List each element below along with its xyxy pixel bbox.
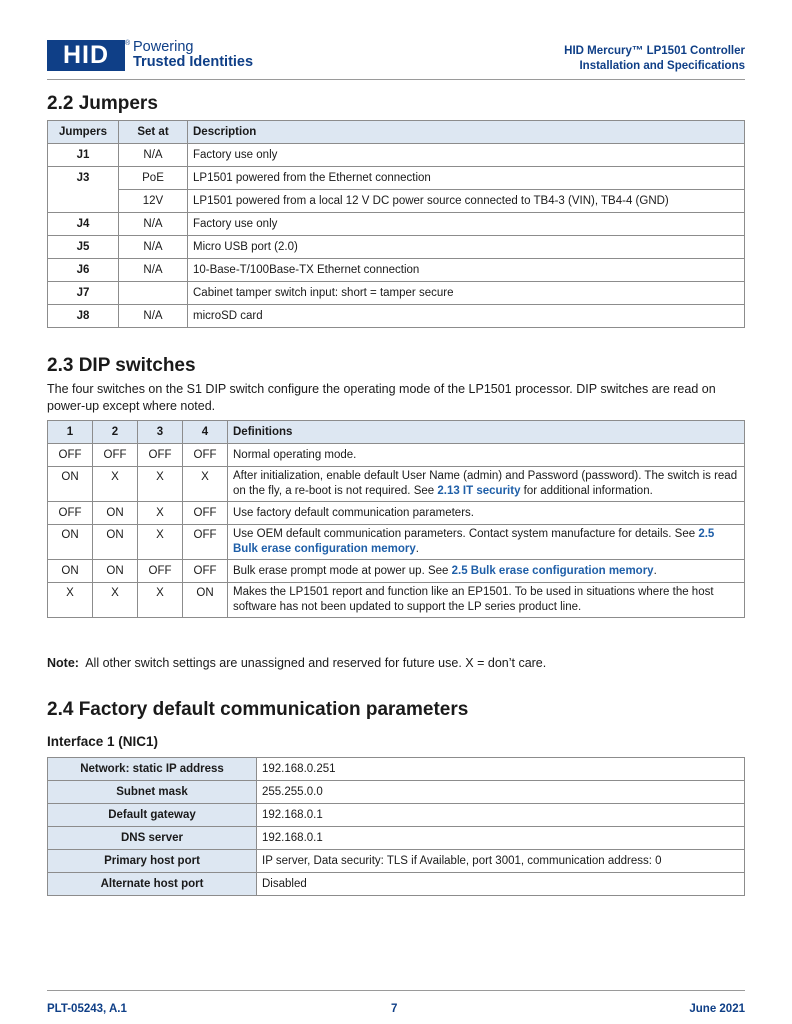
- defaults-subheading: Interface 1 (NIC1): [47, 734, 159, 749]
- param-label: Subnet mask: [48, 781, 257, 804]
- definition-text: Use factory default communication parameters.: [233, 507, 474, 519]
- table-row: [48, 144, 745, 167]
- jumper-id: J1: [48, 144, 119, 167]
- bulk-erase-link[interactable]: 2.5 Bulk erase configuration memory: [451, 565, 654, 577]
- definition-text: Bulk erase prompt mode at power up. See: [233, 565, 452, 577]
- dip-table: [47, 420, 745, 618]
- dip-switch-3: OFF: [138, 560, 183, 583]
- param-value: 192.168.0.251: [257, 758, 745, 781]
- param-value: 192.168.0.1: [257, 804, 745, 827]
- footer-page-number: 7: [391, 1003, 398, 1015]
- col-jumpers: Jumpers: [48, 121, 119, 144]
- table-row: [48, 467, 745, 502]
- param-label: DNS server: [48, 827, 257, 850]
- dip-definition: [228, 560, 745, 583]
- col-definitions: Definitions: [228, 421, 745, 444]
- definition-text: Use OEM default communication parameters. Contact system manufacture for details. See: [233, 528, 699, 540]
- defaults-heading: 2.4 Factory default communication parameters: [47, 699, 469, 720]
- param-label: Alternate host port: [48, 873, 257, 896]
- param-value: Disabled: [257, 873, 745, 896]
- definition-text: Normal operating mode.: [233, 449, 357, 461]
- document-title-line2: Installation and Specifications: [579, 60, 745, 72]
- dip-switch-2: ON: [93, 560, 138, 583]
- jumper-desc: LP1501 powered from a local 12 V DC power source connected to TB4-3 (VIN), TB4-4 (GND): [188, 190, 745, 213]
- it-security-link[interactable]: 2.13 IT security: [437, 485, 521, 497]
- table-row: [48, 213, 745, 236]
- dip-switch-3: X: [138, 583, 183, 618]
- dip-definition: [228, 444, 745, 467]
- jumpers-table: [47, 120, 745, 328]
- dip-switch-4: X: [183, 467, 228, 502]
- dip-header-row: [48, 421, 745, 444]
- jumper-set: N/A: [119, 213, 188, 236]
- document-title: [564, 44, 745, 74]
- jumper-id: J4: [48, 213, 119, 236]
- col-description: Description: [188, 121, 745, 144]
- dip-switch-3: X: [138, 467, 183, 502]
- dip-switch-2: ON: [93, 525, 138, 560]
- table-row: [48, 850, 745, 873]
- jumper-set: N/A: [119, 236, 188, 259]
- dip-definition: [228, 525, 745, 560]
- table-row: [48, 259, 745, 282]
- dip-switch-3: X: [138, 525, 183, 560]
- param-value: 192.168.0.1: [257, 827, 745, 850]
- dip-definition: [228, 583, 745, 618]
- dip-switch-3: X: [138, 502, 183, 525]
- table-row: [48, 804, 745, 827]
- dip-switch-1: ON: [48, 525, 93, 560]
- defaults-table: [47, 757, 745, 896]
- dip-switch-2: X: [93, 467, 138, 502]
- definition-text: Makes the LP1501 report and function like an EP1501. To be used in situations where the host software has not been updated to support the LP series product line.: [233, 586, 714, 613]
- page-header: [47, 38, 745, 80]
- jumpers-header-row: [48, 121, 745, 144]
- param-value: IP server, Data security: TLS if Available, port 3001, communication address: 0: [257, 850, 745, 873]
- footer-doc-id: PLT-05243, A.1: [47, 1003, 127, 1015]
- dip-definition: [228, 502, 745, 525]
- col-switch-4: 4: [183, 421, 228, 444]
- note-label: Note:: [47, 656, 79, 670]
- table-row: [48, 758, 745, 781]
- jumper-set: 12V: [119, 190, 188, 213]
- dip-switch-1: OFF: [48, 502, 93, 525]
- logo-tagline: [133, 40, 253, 70]
- definition-text: .: [415, 543, 419, 555]
- table-row: [48, 827, 745, 850]
- col-set-at: Set at: [119, 121, 188, 144]
- dip-switch-1: X: [48, 583, 93, 618]
- hid-logo: HID: [47, 40, 125, 71]
- param-label: Primary host port: [48, 850, 257, 873]
- dip-switch-4: OFF: [183, 444, 228, 467]
- param-label: Network: static IP address: [48, 758, 257, 781]
- table-row: [48, 560, 745, 583]
- jumper-set: N/A: [119, 144, 188, 167]
- jumper-desc: Cabinet tamper switch input: short = tamper secure: [188, 282, 745, 305]
- jumper-desc: Factory use only: [188, 213, 745, 236]
- table-row: [48, 444, 745, 467]
- jumper-desc: Factory use only: [188, 144, 745, 167]
- table-row: [48, 282, 745, 305]
- table-row: [48, 305, 745, 328]
- dip-switch-4: ON: [183, 583, 228, 618]
- jumper-desc: microSD card: [188, 305, 745, 328]
- definition-text: After initialization, enable default User Name (admin) and Password (password). The switch is read on the fly, a re-boot is not required. See: [233, 470, 738, 497]
- jumpers-heading: 2.2 Jumpers: [47, 93, 158, 114]
- dip-switch-4: OFF: [183, 502, 228, 525]
- tagline-line2: Trusted Identities: [133, 54, 254, 70]
- table-row: [48, 236, 745, 259]
- jumper-set: N/A: [119, 259, 188, 282]
- footer-date: June 2021: [689, 1003, 745, 1015]
- dip-switch-1: OFF: [48, 444, 93, 467]
- jumper-id: J6: [48, 259, 119, 282]
- dip-switch-4: OFF: [183, 525, 228, 560]
- jumper-id: J5: [48, 236, 119, 259]
- jumper-set: [119, 282, 188, 305]
- dip-note: [47, 655, 747, 672]
- table-row: [48, 167, 745, 190]
- dip-switch-1: ON: [48, 467, 93, 502]
- table-row: [48, 873, 745, 896]
- table-row: [48, 781, 745, 804]
- col-switch-3: 3: [138, 421, 183, 444]
- dip-definition: [228, 467, 745, 502]
- jumper-id: J7: [48, 282, 119, 305]
- page-footer: [47, 990, 745, 1020]
- dip-intro: The four switches on the S1 DIP switch configure the operating mode of the LP1501 processor. DIP switches are read on power-up except where noted.: [47, 382, 716, 413]
- param-value: 255.255.0.0: [257, 781, 745, 804]
- table-row: [48, 525, 745, 560]
- jumper-desc: LP1501 powered from the Ethernet connection: [188, 167, 745, 190]
- dip-switch-4: OFF: [183, 560, 228, 583]
- dip-heading: 2.3 DIP switches: [47, 355, 196, 376]
- dip-switch-3: OFF: [138, 444, 183, 467]
- bulk-erase-link[interactable]: 2.5 Bulk erase configuration memory: [233, 528, 715, 555]
- dip-switch-2: OFF: [93, 444, 138, 467]
- tagline-line1: Powering: [133, 39, 194, 55]
- definition-text: .: [653, 565, 657, 577]
- table-row: [48, 190, 745, 213]
- jumper-id: J3: [48, 167, 119, 213]
- col-switch-1: 1: [48, 421, 93, 444]
- dip-switch-1: ON: [48, 560, 93, 583]
- col-switch-2: 2: [93, 421, 138, 444]
- logo-trademark: ®: [125, 40, 131, 47]
- jumper-set: N/A: [119, 305, 188, 328]
- dip-switch-2: X: [93, 583, 138, 618]
- param-label: Default gateway: [48, 804, 257, 827]
- jumper-id: J8: [48, 305, 119, 328]
- dip-switch-2: ON: [93, 502, 138, 525]
- document-title-line1: HID Mercury™ LP1501 Controller: [564, 45, 745, 57]
- jumper-desc: Micro USB port (2.0): [188, 236, 745, 259]
- jumper-set: PoE: [119, 167, 188, 190]
- table-row: [48, 583, 745, 618]
- definition-text: for additional information.: [520, 485, 653, 497]
- note-text: All other switch settings are unassigned and reserved for future use. X = don’t care.: [85, 656, 547, 670]
- jumper-desc: 10-Base-T/100Base-TX Ethernet connection: [188, 259, 745, 282]
- table-row: [48, 502, 745, 525]
